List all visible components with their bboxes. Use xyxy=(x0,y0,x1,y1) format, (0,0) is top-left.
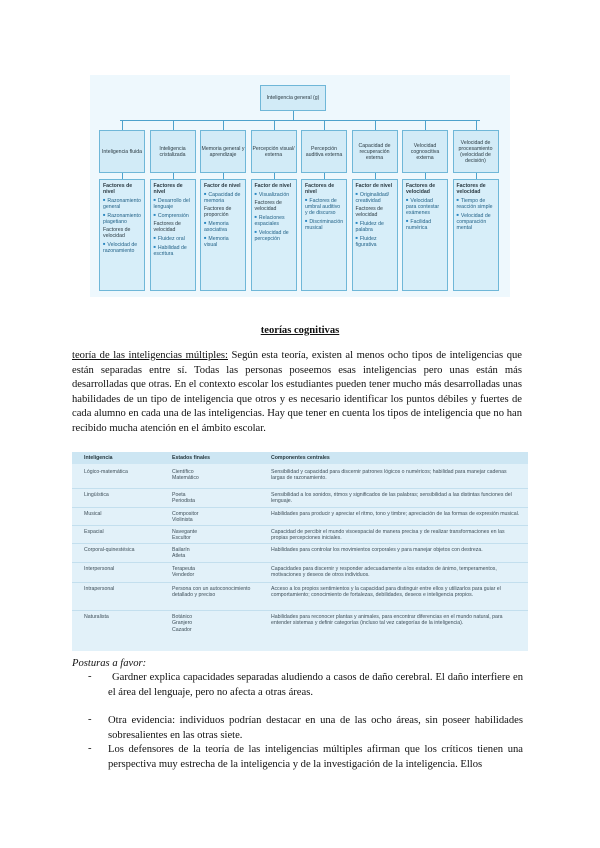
factor-heading: Factores de nivel xyxy=(153,183,183,195)
factor-heading: Factor de nivel xyxy=(355,183,393,189)
connector xyxy=(120,120,480,121)
section-heading: teorías cognitivas xyxy=(260,325,340,336)
mid-box: Inteligencia cristalizada xyxy=(150,130,196,173)
cell-components: Capacidades para discernir y responder adecuadamente a los estados de ánimo, temperamentos, motivaciones y deseos de otros individuos. xyxy=(271,566,497,579)
cell-components: Sensibilidad y capacidad para discernir patrones lógicos o numéricos; habilidad para manejar cadenas largas de razonamiento. xyxy=(271,469,507,482)
factor-item: ■ Fluidez de palabra xyxy=(356,220,394,233)
cell-intelligence: Espacial xyxy=(84,529,104,535)
cell-intelligence: Musical xyxy=(84,511,102,517)
root-box: Inteligencia general (g) xyxy=(260,85,326,111)
table-row xyxy=(72,488,528,508)
factor-subheading: Factores de velocidad xyxy=(153,221,181,233)
connector xyxy=(223,120,224,130)
factor-subheading: Factores de velocidad xyxy=(254,200,282,212)
cell-components: Acceso a los propios sentimientos y la capacidad para distinguir entre ellos y utilizarlos para guiar el comportamiento; conocimiento de fortalezas, debilidades, deseos e inteligencia propios. xyxy=(271,586,501,599)
table-row xyxy=(72,562,528,583)
cell-intelligence: Corporal-quinestésica xyxy=(84,547,135,553)
posture-bullet: Gardner explica capacidades separadas aludiendo a casos de daño cerebral. El daño interfiere en el área del lenguaje, pero no afecta a otras áreas. xyxy=(108,672,523,698)
factor-item: ■ Relaciones espaciales xyxy=(255,214,293,227)
cell-components: Capacidad de percibir el mundo visoespacial de manera precisa y de realizar transformaciones en las propias percepciones iniciales. xyxy=(271,529,505,542)
factor-item: ■ Razonamiento piagetiano xyxy=(103,212,141,225)
cell-intelligence: Naturalista xyxy=(84,614,109,620)
connector xyxy=(324,120,325,130)
factor-item: ■ Velocidad de razonamiento xyxy=(103,241,141,254)
mid-box: Velocidad de procesamiento (velocidad de decisión) xyxy=(453,130,499,173)
table-row xyxy=(72,525,528,544)
factor-subheading: Factores de proporción xyxy=(204,206,232,218)
cell-intelligence: Lingüística xyxy=(84,492,109,498)
factor-box xyxy=(402,179,448,291)
factor-heading: Factor de nivel xyxy=(204,183,241,189)
factor-heading: Factores de nivel xyxy=(305,183,335,195)
theory-paragraph xyxy=(72,349,522,436)
mid-box: Capacidad de recuperación externa xyxy=(352,130,398,173)
header-components: Componentes centrales xyxy=(271,455,330,461)
factor-item: ■ Velocidad para contestar exámenes xyxy=(406,197,444,216)
factor-item: ■ Habilidad de escritura xyxy=(154,244,192,257)
factor-item: ■ Comprensión xyxy=(154,212,192,219)
header-intelligence: Inteligencia xyxy=(84,455,113,461)
factor-heading: Factores de nivel xyxy=(103,183,133,195)
table-header xyxy=(72,452,528,464)
mid-box: Percepción visual/ externa xyxy=(251,130,297,173)
cell-components: Habilidades para reconocer plantas y animales, para encontrar diferencias en el mundo natural, para entender sistemas y definir categorías (incluso tal vez categorías de la inteligencia). xyxy=(271,614,503,627)
bullet-dash: - xyxy=(88,671,92,682)
cell-intelligence: Interpersonal xyxy=(84,566,115,572)
intelligences-table xyxy=(72,452,528,651)
factor-box xyxy=(251,179,297,291)
factor-item: ■ Discriminación musical xyxy=(305,218,343,231)
table-row xyxy=(72,507,528,526)
factor-item: ■ Fluidez oral xyxy=(154,235,192,242)
cell-components: Habilidades para controlar los movimientos corporales y para manejar objetos con destreza. xyxy=(271,547,483,553)
factor-item: ■ Desarrollo del lenguaje xyxy=(154,197,192,210)
table-row xyxy=(72,582,528,611)
factor-item: ■ Originalidad/ creatividad xyxy=(356,191,394,204)
factor-item: ■ Fluidez figurativa xyxy=(356,235,394,248)
table-row xyxy=(72,610,528,649)
factor-subheading: Factores de velocidad xyxy=(355,206,383,218)
factor-item: ■ Velocidad de percepción xyxy=(255,229,293,242)
factor-item: ■ Razonamiento general xyxy=(103,197,141,210)
theory-lead: teoría de las inteligencias múltiples: xyxy=(72,350,228,361)
postures-title: Posturas a favor: xyxy=(72,658,147,669)
cell-intelligence: Lógico-matemática xyxy=(84,469,128,475)
connector xyxy=(425,120,426,130)
posture-bullet: Otra evidencia: individuos podrían destacar en una de las ocho áreas, sin poseer habilidades sobresalientes en las otras siete. xyxy=(108,715,523,741)
connector xyxy=(274,120,275,130)
cell-end-states: Botánico Granjero Cazador xyxy=(172,614,193,633)
factor-heading: Factor de nivel xyxy=(254,183,292,189)
factor-box xyxy=(453,179,499,291)
mid-box: Inteligencia fluida xyxy=(99,130,145,173)
connector xyxy=(476,120,477,130)
cell-components: Habilidades para producir y apreciar el ritmo, tono y timbre; apreciación de las formas de expresión musical. xyxy=(271,511,520,517)
factor-item: ■ Memoria asociativa xyxy=(204,220,242,233)
cell-end-states: Compositor Violinista xyxy=(172,511,199,524)
cell-end-states: Poeta Periodista xyxy=(172,492,196,505)
connector xyxy=(122,120,123,130)
connector xyxy=(375,120,376,130)
bullet-dash: - xyxy=(88,743,92,754)
factor-box xyxy=(200,179,246,291)
factor-item: ■ Visualización xyxy=(255,191,293,198)
cell-components: Sensibilidad a los sonidos, ritmos y significados de las palabras; sensibilidad a las distintas funciones del lenguaje. xyxy=(271,492,512,505)
cell-end-states: Científico Matemático xyxy=(172,469,199,482)
mid-box: Percepción auditiva externa xyxy=(301,130,347,173)
factor-subheading: Factores de velocidad xyxy=(103,227,131,239)
factor-item: ■ Velocidad de comparación mental xyxy=(457,212,495,231)
cell-intelligence: Intrapersonal xyxy=(84,586,115,592)
connector xyxy=(293,111,294,120)
table-row xyxy=(72,543,528,563)
factor-box xyxy=(301,179,347,291)
cell-end-states: Persona con un autoconocimiento detallado y preciso xyxy=(172,586,251,599)
connector xyxy=(173,120,174,130)
factor-item: ■ Capacidad de memoria xyxy=(204,191,242,204)
factor-item: ■ Facilidad numérica xyxy=(406,218,444,231)
intelligence-hierarchy-diagram xyxy=(90,75,510,297)
mid-box: Velocidad cognoscitiva externa xyxy=(402,130,448,173)
bullet-dash: - xyxy=(88,714,92,725)
theory-body: Según esta teoría, existen al menos ocho tipos de inteligencias que están separadas entre sí. Todas las personas poseemos esas inteligencias pero unas están más desarrolladas que otras. En el contexto escolar los estudiantes pueden tener mucho más desarrolladas unas habilidades de un tipo de inteligencia que otros y es necesario identificar los puntos débiles y fuertes de cada alumno en cada una de las inteligencias. Hay que tener en cuenta los tipos de inteligencia que no han recibido mucha atención en el ámbito escolar. xyxy=(72,350,522,434)
posture-bullet: Los defensores de la teoría de las inteligencias múltiples afirman que los críticos tienen una perspectiva muy estrecha de la inteligencia y de la investigación de la inteligencia. Ellos xyxy=(108,744,523,770)
factor-box xyxy=(99,179,145,291)
factor-heading: Factores de velocidad xyxy=(456,183,486,195)
factor-item: ■ Tiempo de reacción simple xyxy=(457,197,495,210)
cell-end-states: Terapeuta Vendedor xyxy=(172,566,196,579)
factor-item: ■ Memoria visual xyxy=(204,235,242,248)
cell-end-states: Navegante Escultor xyxy=(172,529,198,542)
factor-box xyxy=(352,179,398,291)
header-end-states: Estados finales xyxy=(172,455,211,461)
factor-item: ■ Factores de umbral auditivo y de discurso xyxy=(305,197,343,216)
table-row xyxy=(72,466,528,488)
factor-box xyxy=(150,179,196,291)
cell-end-states: Bailarín Atleta xyxy=(172,547,190,560)
mid-box: Memoria general y aprendizaje xyxy=(200,130,246,173)
factor-heading: Factores de velocidad xyxy=(406,183,436,195)
